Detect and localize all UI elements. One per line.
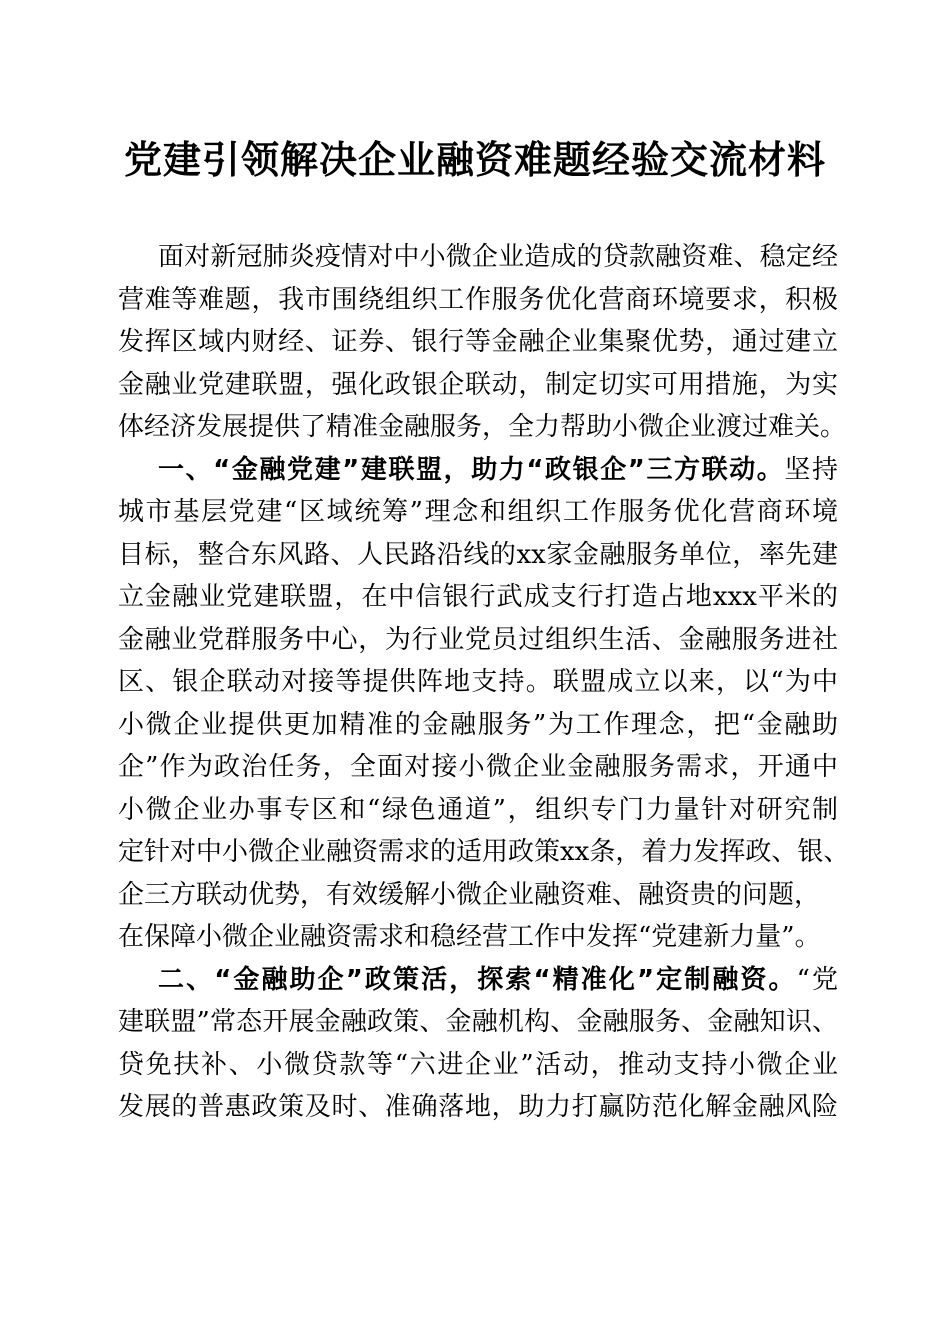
section-heading-continuation: “党 — [796, 964, 838, 995]
paragraph-line: 面对新冠肺炎疫情对中小微企业造成的贷款融资难、稳定经 — [158, 242, 838, 272]
paragraph-line: 金融业党群服务中心，为行业党员过组织生活、金融服务进社 — [118, 624, 838, 655]
section-heading: 二、“金融助企”政策活，探索“精准化”定制融资。 — [158, 964, 797, 995]
paragraph-line: 体经济发展提供了精准金融服务，全力帮助小微企业渡过难关。 — [118, 412, 847, 442]
section-heading-continuation: 坚持 — [784, 454, 838, 485]
paragraph-intro — [118, 236, 847, 449]
paragraph-line: 小微企业提供更加精准的金融服务”为工作理念，把“金融助 — [118, 709, 838, 740]
section-heading: 一、“金融党建”建联盟，助力“政银企”三方联动。 — [158, 454, 785, 485]
document-title: 党建引领解决企业融资难题经验交流材料 — [123, 137, 826, 182]
paragraph-line: 发挥区域内财经、证券、银行等金融企业集聚优势，通过建立 — [118, 327, 838, 357]
paragraph-line: 区、银企联动对接等提供阵地支持。联盟成立以来，以“为中 — [118, 667, 838, 697]
paragraph-line: 城市基层党建“区域统筹”理念和组织工作服务优化营商环境 — [118, 497, 838, 527]
section-one — [118, 449, 850, 959]
paragraph-line: 企”作为政治任务，全面对接小微企业金融服务需求，开通中 — [118, 752, 838, 782]
paragraph-line: 在保障小微企业融资需求和稳经营工作中发挥“党建新力量”。 — [118, 922, 821, 952]
paragraph-line: 发展的普惠政策及时、准确落地，助力打赢防范化解金融风险 — [118, 1092, 838, 1122]
section-first-line — [118, 959, 838, 1002]
paragraph-line: 企三方联动优势，有效缓解小微企业融资难、融资贵的问题， — [118, 879, 821, 910]
paragraph-line: 贷免扶补、小微贷款等“六进企业”活动，推动支持小微企业 — [118, 1049, 838, 1080]
paragraph-line: 营难等难题，我市围绕组织工作服务优化营商环境要求，积极 — [118, 284, 838, 315]
paragraph-line: 小微企业办事专区和“绿色通道”，组织专门力量针对研究制 — [118, 794, 838, 825]
paragraph-line: 定针对中小微企业融资需求的适用政策xx条，着力发挥政、银、 — [118, 837, 850, 867]
paragraph-line: 建联盟”常态开展金融政策、金融机构、金融服务、金融知识、 — [118, 1007, 838, 1037]
section-first-line — [118, 449, 838, 492]
document-body — [118, 236, 850, 1129]
section-two — [118, 959, 838, 1129]
paragraph-line: 目标，整合东风路、人民路沿线的xx家金融服务单位，率先建 — [118, 539, 838, 570]
paragraph-line: 金融业党建联盟，强化政银企联动，制定切实可用措施，为实 — [118, 369, 838, 400]
paragraph-line: 立金融业党建联盟，在中信银行武成支行打造占地xxx平米的 — [118, 582, 838, 612]
